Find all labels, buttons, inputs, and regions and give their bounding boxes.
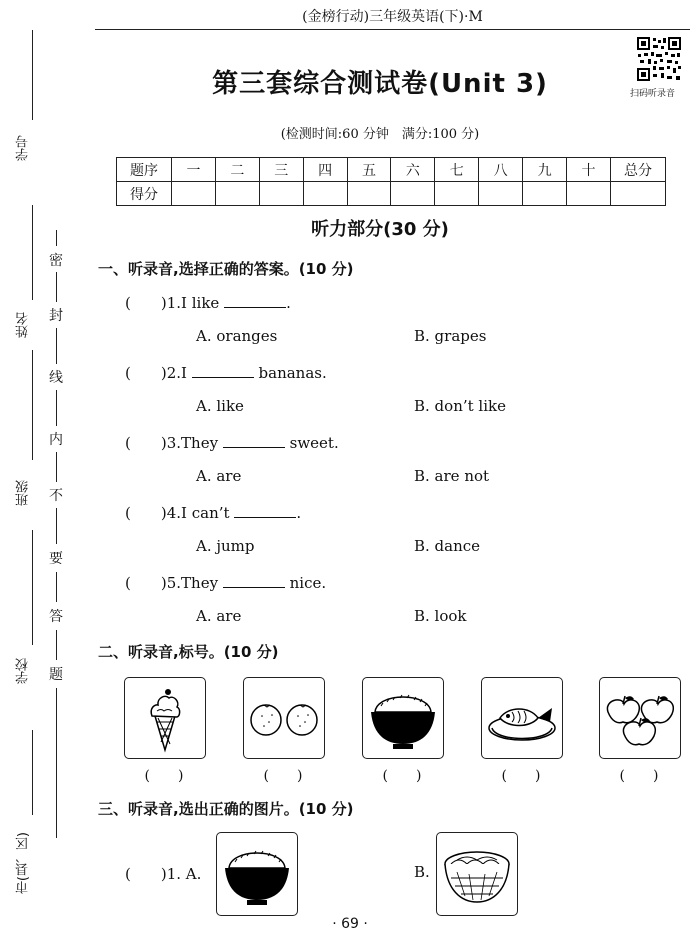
table-cell: 题序 [117,158,172,182]
rice-bowl-icon [363,678,443,758]
score-input-cell[interactable] [259,182,303,206]
seal-line [56,452,57,482]
table-cell: 七 [435,158,479,182]
table-cell: 八 [479,158,523,182]
seal-char: 内 [49,432,63,448]
table-cell: 四 [303,158,347,182]
option-b-label: B. [414,863,430,881]
table-cell: 得分 [117,182,172,206]
seal-line [56,272,57,302]
score-input-cell[interactable] [523,182,567,206]
fish-dish-icon [482,678,562,758]
ice-cream-icon [125,678,205,758]
binding-line [32,205,33,300]
answer-blank[interactable] [223,446,285,448]
answer-parentheses[interactable]: ( ) [619,768,659,784]
table-cell: 一 [172,158,216,182]
answer-blank[interactable] [234,516,296,518]
seal-line [56,328,57,364]
picture-box [124,677,206,759]
score-input-cell[interactable] [215,182,259,206]
answer-parentheses[interactable]: ( ) [501,768,541,784]
picture-box [599,677,681,759]
option-b-picture[interactable] [436,832,518,916]
qr-code-icon[interactable] [636,36,682,82]
question-number: ( )3. [125,434,182,452]
score-table [116,157,666,206]
seal-line [56,630,57,660]
question-text: I can’t [181,504,230,522]
page-number: · 69 · [332,916,368,932]
score-table-score-row [117,182,666,206]
table-cell: 三 [259,158,303,182]
option-a[interactable]: A. like [196,397,244,415]
picture-box [481,677,563,759]
binding-line [32,30,33,120]
score-input-cell[interactable] [435,182,479,206]
option-a[interactable]: A. are [196,607,242,625]
table-cell: 总分 [611,158,666,182]
question-3 [125,432,339,453]
option-a-picture[interactable] [216,832,298,916]
page-title: 第三套综合测试卷(Unit 3) [212,69,548,99]
option-b[interactable]: B. look [414,607,467,625]
exam-info: (检测时间:60 分钟 满分:100 分) [280,127,480,142]
question-text: They [181,434,219,452]
class-label: 班级 [16,480,31,506]
question-5 [125,572,326,593]
question-number: ( )5. [125,574,182,592]
binding-line [32,530,33,645]
table-cell: 六 [391,158,435,182]
answer-parentheses[interactable]: ( ) [263,768,303,784]
question-text: . [296,504,302,522]
question-text: sweet. [289,434,339,452]
option-b[interactable]: B. dance [414,537,481,555]
seal-char: 不 [49,488,63,504]
question-text: I like [181,294,220,312]
question-text: . [286,294,291,312]
apples-icon [600,678,680,758]
table-cell: 九 [523,158,567,182]
seal-line [56,572,57,602]
question-1 [125,292,291,313]
answer-blank[interactable] [192,376,254,378]
listening-section-title: 听力部分(30 分) [311,219,449,240]
seal-char: 答 [49,609,63,625]
part2-title: 二、听录音,标号。(10 分) [98,643,279,661]
score-input-cell[interactable] [347,182,391,206]
option-a[interactable]: A. are [196,467,242,485]
seal-line [56,230,57,246]
score-input-cell[interactable] [479,182,523,206]
binding-line [32,730,33,815]
answer-parentheses[interactable]: ( ) [144,768,184,784]
seal-line [56,688,57,838]
part3-question-1: ( )1. A. [125,865,202,883]
question-text: I [181,364,187,382]
seal-char: 线 [49,370,63,386]
score-table-header-row [117,158,666,182]
noodles-bowl-icon [437,833,517,915]
question-text: bananas. [258,364,327,382]
option-b[interactable]: B. don’t like [414,397,506,415]
school-label: 学校 [16,658,31,684]
city-label: 市(县、区) [16,832,31,895]
answer-parentheses[interactable]: ( ) [382,768,422,784]
question-number: ( )4. [125,504,182,522]
binding-line [32,350,33,460]
oranges-icon [244,678,324,758]
question-text: They [181,574,219,592]
table-cell: 二 [215,158,259,182]
option-b[interactable]: B. are not [414,467,490,485]
score-input-cell[interactable] [172,182,216,206]
question-text: nice. [289,574,327,592]
score-input-cell[interactable] [303,182,347,206]
part1-title: 一、听录音,选择正确的答案。(10 分) [98,260,354,278]
score-input-cell[interactable] [567,182,611,206]
answer-blank[interactable] [224,306,286,308]
question-number: ( )2. [125,364,182,382]
table-cell: 五 [347,158,391,182]
score-input-cell[interactable] [391,182,435,206]
table-cell: 十 [567,158,611,182]
book-header: (金榜行动)三年级英语(下)·M [302,9,483,25]
option-a[interactable]: A. jump [196,537,255,555]
header-rule [95,29,690,30]
score-input-cell[interactable] [611,182,666,206]
qr-caption: 扫码听录音 [630,89,676,99]
seal-char: 密 [49,253,63,269]
option-b[interactable]: B. grapes [414,327,487,345]
picture-box [362,677,444,759]
rice-bowl-icon [217,833,297,915]
option-a[interactable]: A. oranges [196,327,278,345]
seal-char: 题 [49,667,63,683]
name-label: 姓名 [16,312,31,338]
student-number-label: 学号 [16,135,31,161]
seal-char: 要 [49,551,63,567]
question-number: ( )1. [125,294,182,312]
question-4 [125,502,301,523]
picture-box [243,677,325,759]
answer-blank[interactable] [223,586,285,588]
part3-title: 三、听录音,选出正确的图片。(10 分) [98,800,354,818]
seal-line [56,390,57,426]
seal-char: 封 [49,308,63,324]
seal-line [56,508,57,544]
question-2 [125,362,327,383]
